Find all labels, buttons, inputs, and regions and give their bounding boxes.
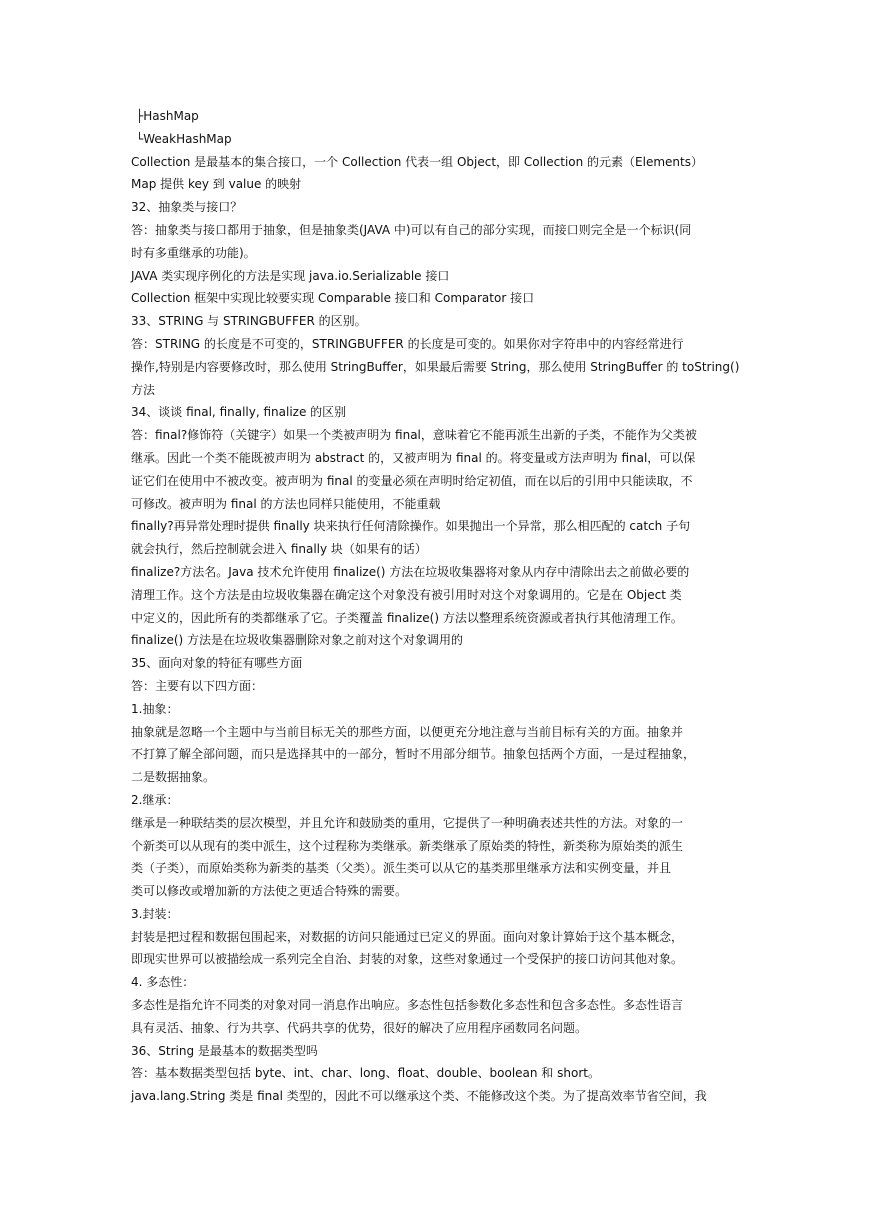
text-line: Collection 是最基本的集合接口，一个 Collection 代表一组 Object，即 Collection 的元素（Elements）: [131, 154, 703, 169]
text-line: └WeakHashMap: [136, 131, 232, 146]
text-line: 方法: [131, 382, 156, 397]
text-line: 不打算了解全部问题，而只是选择其中的一部分，暂时不用部分细节。抽象包括两个方面，一是过程抽象，: [131, 747, 696, 762]
text-line: JAVA 类实现序例化的方法是实现 java.io.Serializable 接口: [131, 268, 450, 283]
section-heading: 33、STRING 与 STRINGBUFFER 的区别。: [131, 314, 367, 329]
text-line: 继承。因此一个类不能既被声明为 abstract 的，又被声明为 final 的。将变量或方法声明为 final，可以保: [131, 450, 696, 465]
subsection-heading: 4. 多态性：: [131, 975, 195, 990]
text-line: 封装是把过程和数据包围起来，对数据的访问只能通过已定义的界面。面向对象计算始于这个基本概念，: [131, 929, 684, 944]
text-line: 清理工作。这个方法是由垃圾收集器在确定这个对象没有被引用时对这个对象调用的。它是在 Object 类: [131, 587, 682, 602]
text-line: 即现实世界可以被描绘成一系列完全自治、封装的对象，这些对象通过一个受保护的接口访问其他对象。: [131, 952, 684, 967]
text-line: 中定义的，因此所有的类都继承了它。子类覆盖 finalize() 方法以整理系统资源或者执行其他清理工作。: [131, 610, 683, 625]
text-line: java.lang.String 类是 final 类型的，因此不可以继承这个类、不能修改这个类。为了提高效率节省空间，我: [131, 1089, 707, 1104]
text-line: 类可以修改或增加新的方法使之更适合特殊的需要。: [131, 884, 408, 899]
text-line: 具有灵活、抽象、行为共享、代码共享的优势，很好的解决了应用程序函数同名问题。: [131, 1020, 588, 1035]
text-line: 答：STRING 的长度是不可变的，STRINGBUFFER 的长度是可变的。如果你对字符串中的内容经常进行: [131, 336, 684, 351]
text-line: 就会执行，然后控制就会进入 finally 块（如果有的话）: [131, 542, 427, 557]
text-line: 证它们在使用中不被改变。被声明为 final 的变量必须在声明时给定初值，而在以后的引用中只能读取，不: [131, 473, 693, 488]
text-line: 二是数据抽象。: [131, 770, 216, 785]
subsection-heading: 2.继承：: [131, 792, 179, 807]
section-heading: 34、谈谈 final, finally, finalize 的区别: [131, 405, 347, 420]
text-line: Map 提供 key 到 value 的映射: [131, 177, 302, 192]
section-heading: 32、抽象类与接口？: [131, 200, 243, 215]
text-line: 抽象就是忽略一个主题中与当前目标无关的那些方面，以便更充分地注意与当前目标有关的方面。抽象并: [131, 724, 684, 739]
text-line: Collection 框架中实现比较要实现 Comparable 接口和 Comparator 接口: [131, 291, 535, 306]
text-line: 可修改。被声明为 final 的方法也同样只能使用，不能重载: [131, 496, 441, 511]
text-line: 时有多重继承的功能)。: [131, 245, 256, 260]
document-body: [131, 105, 740, 1108]
text-line: 个新类可以从现有的类中派生，这个过程称为类继承。新类继承了原始类的特性，新类称为原始类的派生: [131, 838, 684, 853]
text-line: 答：抽象类与接口都用于抽象，但是抽象类(JAVA 中)可以有自己的部分实现，而接口则完全是一个标识(同: [131, 222, 692, 237]
text-line: 答：基本数据类型包括 byte、int、char、long、float、double、boolean 和 short。: [131, 1066, 600, 1081]
section-heading: 36、String 是最基本的数据类型吗: [131, 1043, 318, 1058]
text-line: 答：主要有以下四方面：: [131, 678, 264, 693]
text-line: 类（子类），而原始类称为新类的基类（父类）。派生类可以从它的基类那里继承方法和实例变量，并且: [131, 861, 672, 876]
text-line: 操作,特别是内容要修改时，那么使用 StringBuffer，如果最后需要 String，那么使用 StringBuffer 的 toString(): [131, 359, 740, 374]
text-line: 继承是一种联结类的层次模型，并且允许和鼓励类的重用，它提供了一种明确表述共性的方法。对象的一: [131, 815, 684, 830]
text-line: finally?再异常处理时提供 finally 块来执行任何清除操作。如果抛出一个异常，那么相匹配的 catch 子句: [131, 519, 691, 534]
text-line: finalize?方法名。Java 技术允许使用 finalize() 方法在垃圾收集器将对象从内存中清除出去之前做必要的: [131, 564, 690, 579]
section-heading: 35、面向对象的特征有哪些方面: [131, 656, 303, 671]
text-line: finalize() 方法是在垃圾收集器删除对象之前对这个对象调用的: [131, 633, 464, 648]
subsection-heading: 1.抽象：: [131, 701, 179, 716]
text-line: 答：final?修饰符（关键字）如果一个类被声明为 final，意味着它不能再派生出新的子类，不能作为父类被: [131, 428, 697, 443]
text-line: 多态性是指允许不同类的对象对同一消息作出响应。多态性包括参数化多态性和包含多态性。多态性语言: [131, 998, 684, 1013]
subsection-heading: 3.封装：: [131, 906, 179, 921]
text-line: ├HashMap: [136, 109, 199, 123]
